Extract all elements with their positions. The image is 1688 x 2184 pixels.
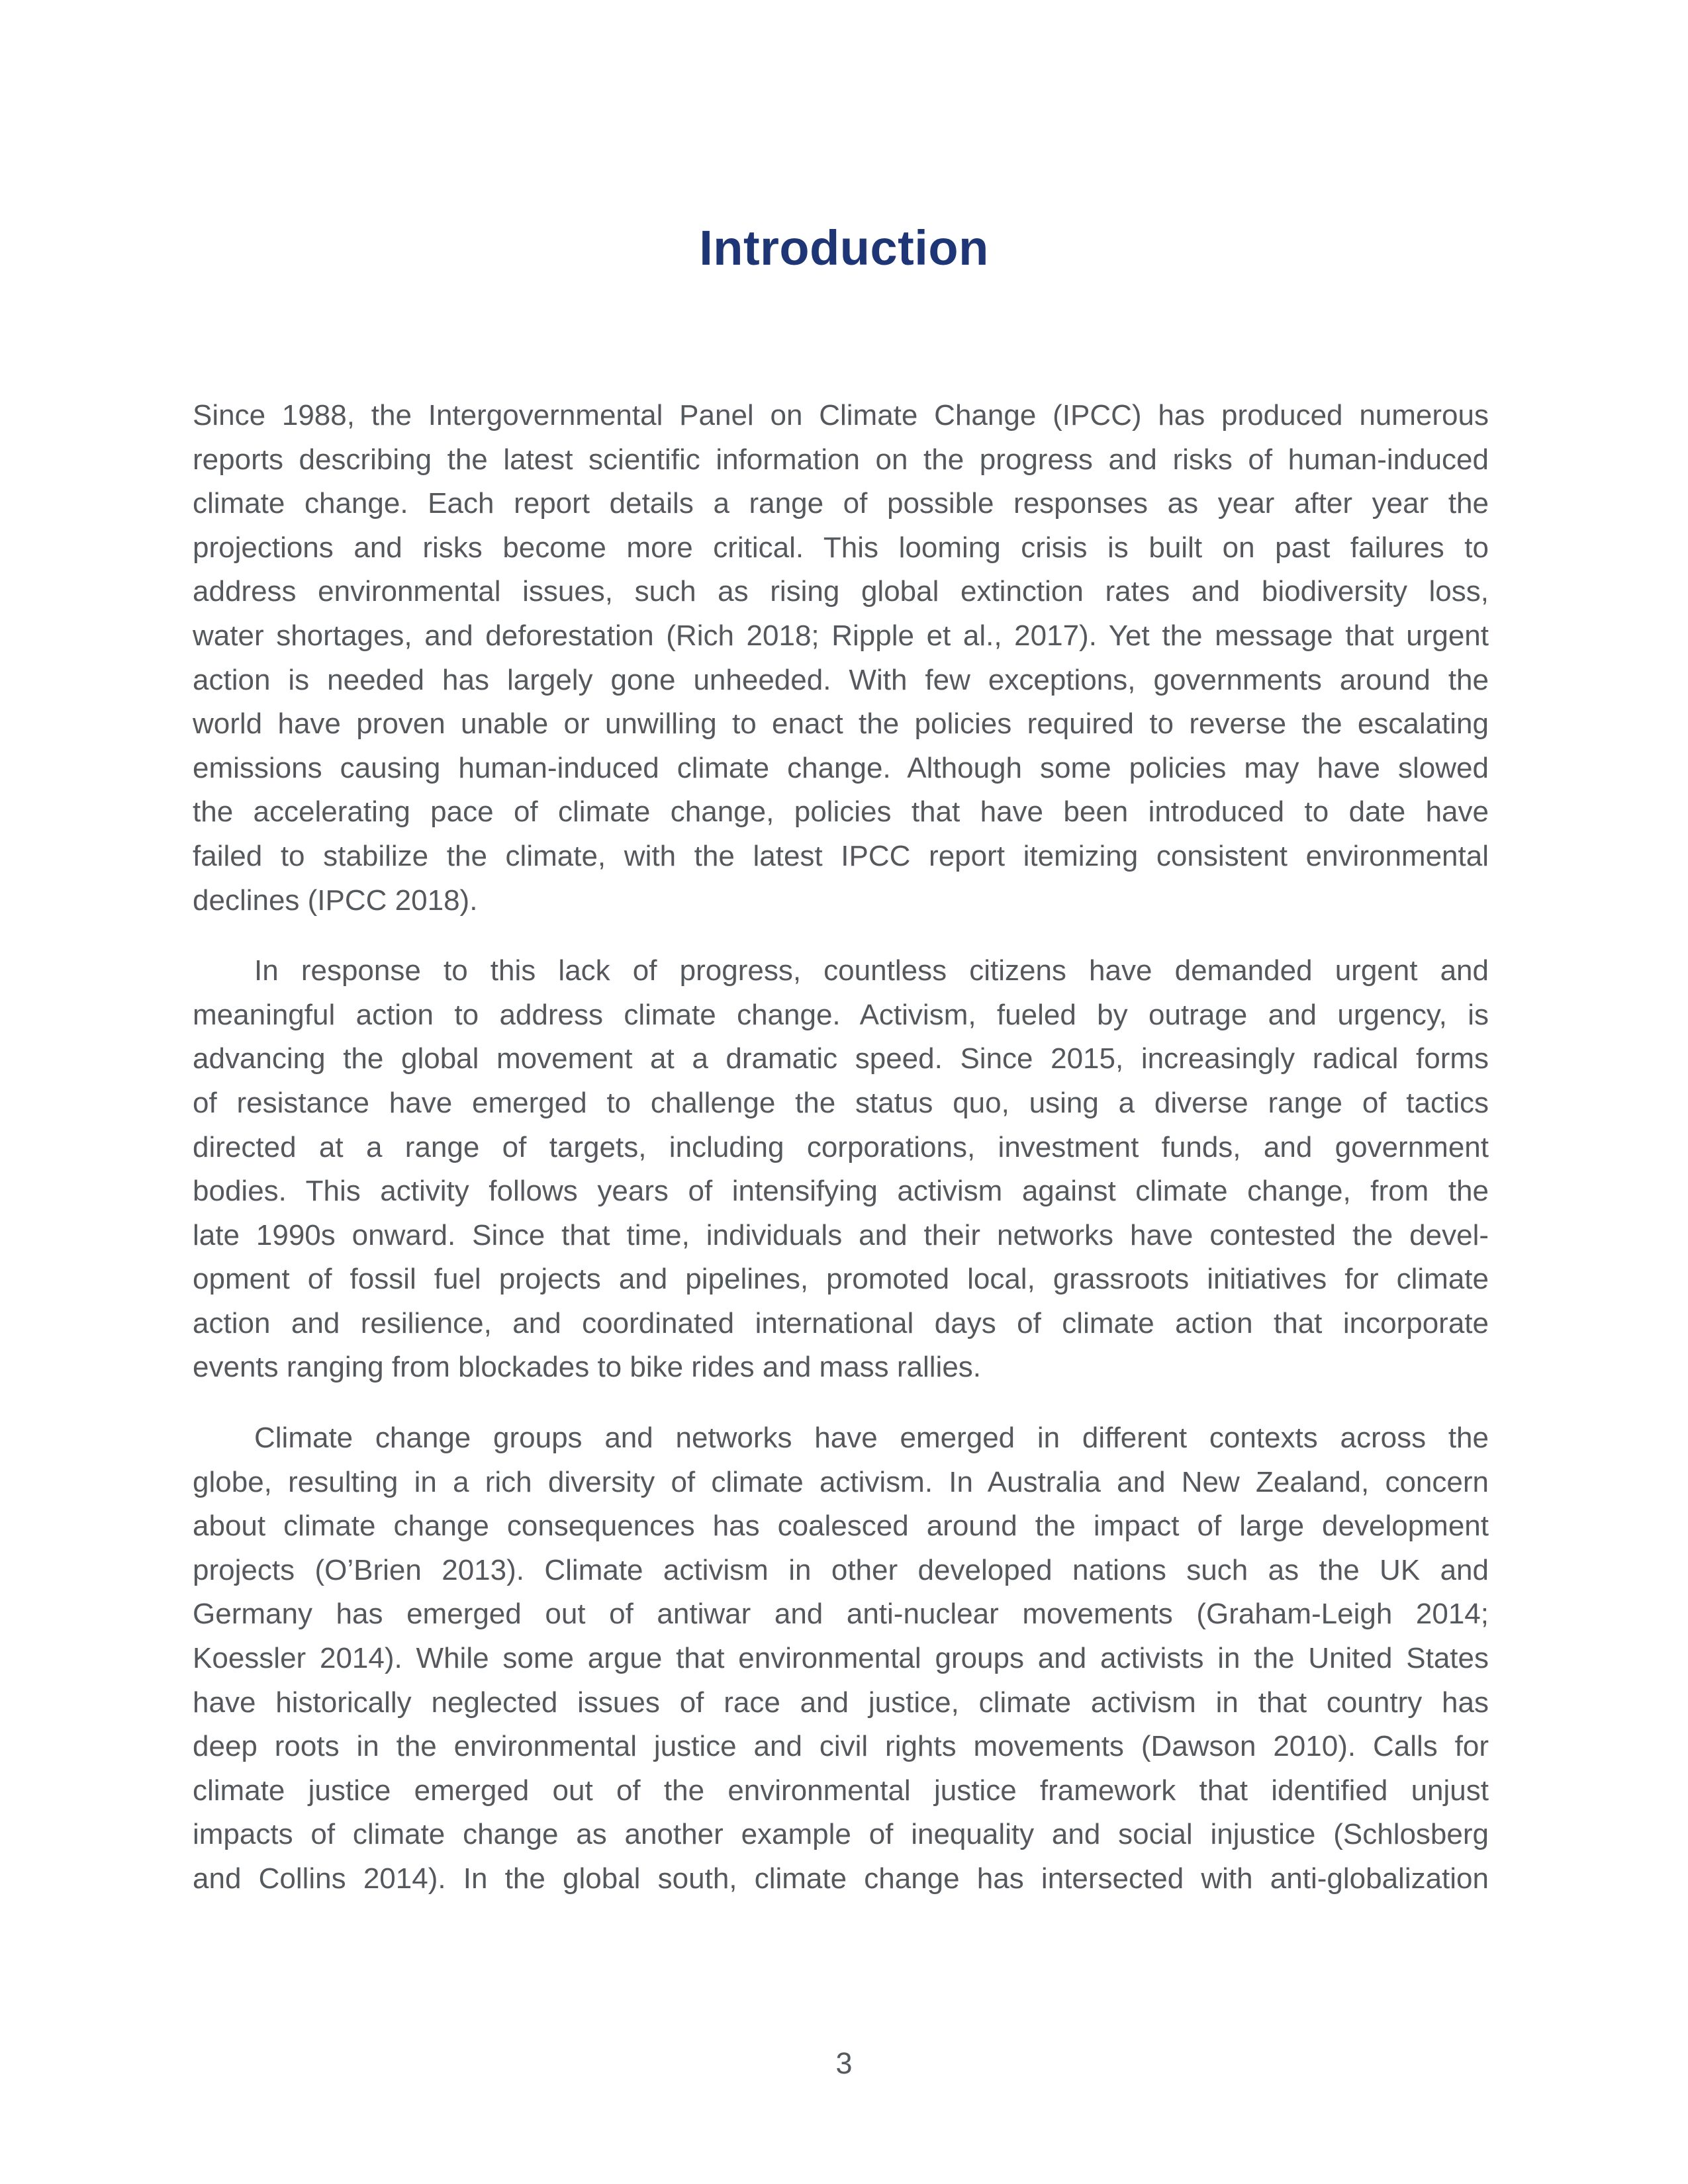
text-line: In response to this lack of progress, countless citizens have demanded urgent and [254,954,1489,987]
text-line: impacts of climate change as another example of inequality and social injustice (Schlosberg [193,1818,1489,1851]
text-line: projects (O’Brien 2013). Climate activism in other developed nations such as the UK and [193,1553,1489,1586]
text-line: failed to stabilize the climate, with the latest IPCC report itemizing consistent environmental [193,839,1489,872]
text-line: emissions causing human-induced climate change. Although some policies may have slowed [193,751,1489,784]
paragraph [193,394,1489,923]
text-line: reports describing the latest scientific information on the progress and risks of human-induced [193,443,1489,476]
text-line: action is needed has largely gone unheeded. With few exceptions, governments around the [193,663,1489,696]
text-line: Germany has emerged out of antiwar and anti-nuclear movements (Graham-Leigh 2014; [193,1598,1489,1631]
page-number: 3 [835,2046,853,2080]
text-line: deep roots in the environmental justice and civil rights movements (Dawson 2010). Calls for [193,1730,1489,1763]
text-line: Climate change groups and networks have emerged in different contexts across the [254,1422,1489,1455]
text-line: have historically neglected issues of race and justice, climate activism in that country has [193,1686,1489,1719]
text-line: Koessler 2014). While some argue that environmental groups and activists in the United States [193,1642,1489,1675]
page-title: Introduction [699,220,989,275]
text-line: address environmental issues, such as rising global extinction rates and biodiversity loss, [193,575,1489,608]
text-line: opment of fossil fuel projects and pipelines, promoted local, grassroots initiatives for climate [193,1263,1489,1296]
text-line: and Collins 2014). In the global south, climate change has intersected with anti-globalization [193,1862,1489,1895]
text-line: advancing the global movement at a dramatic speed. Since 2015, increasingly radical forms [193,1042,1489,1075]
text-line: globe, resulting in a rich diversity of climate activism. In Australia and New Zealand, concern [193,1465,1489,1498]
paragraph [193,949,1489,1390]
text-line: events ranging from blockades to bike rides and mass rallies. [193,1351,982,1384]
text-line: water shortages, and deforestation (Rich 2018; Ripple et al., 2017). Yet the message that urgent [193,619,1489,652]
text-line: late 1990s onward. Since that time, individuals and their networks have contested the devel- [193,1218,1489,1251]
text-line: directed at a range of targets, including corporations, investment funds, and government [193,1130,1489,1163]
text-line: climate justice emerged out of the environmental justice framework that identified unjust [193,1774,1489,1807]
body-text [193,394,1489,1901]
text-line: declines (IPCC 2018). [193,884,478,917]
text-line: bodies. This activity follows years of intensifying activism against climate change, from the [193,1175,1489,1208]
text-line: about climate change consequences has coalesced around the impact of large development [193,1510,1489,1543]
text-line: world have proven unable or unwilling to enact the policies required to reverse the escalating [193,707,1489,741]
text-line: of resistance have emerged to challenge the status quo, using a diverse range of tactics [193,1086,1489,1119]
paragraph [193,1416,1489,1901]
text-line: projections and risks become more critical. This looming crisis is built on past failures to [193,531,1489,564]
text-line: meaningful action to address climate change. Activism, fueled by outrage and urgency, is [193,998,1489,1031]
text-line: the accelerating pace of climate change, policies that have been introduced to date have [193,796,1489,829]
text-line: action and resilience, and coordinated international days of climate action that incorporate [193,1306,1489,1340]
text-line: climate change. Each report details a range of possible responses as year after year the [193,487,1489,520]
text-line: Since 1988, the Intergovernmental Panel on Climate Change (IPCC) has produced numerous [193,399,1489,432]
